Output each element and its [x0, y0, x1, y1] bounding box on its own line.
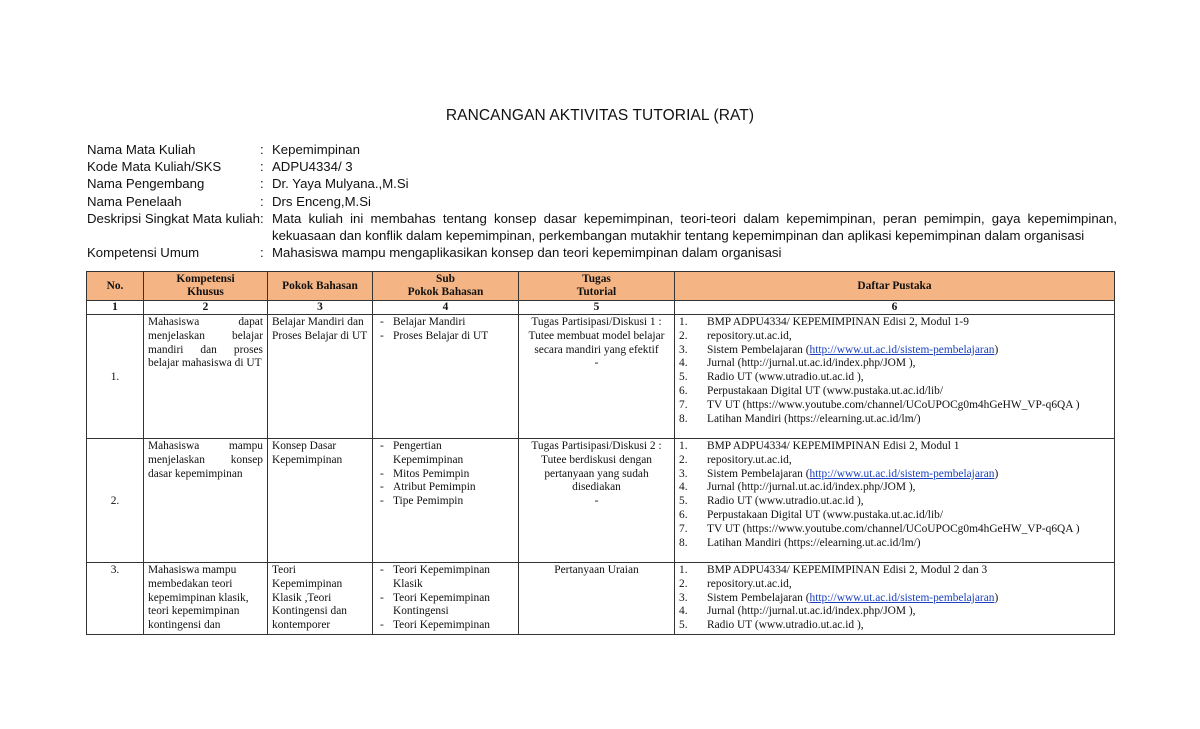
list-item: [679, 385, 1110, 399]
reference-text: [707, 509, 943, 523]
reference-link[interactable]: http://www.ut.ac.id/sistem-pembelajaran: [809, 343, 995, 356]
reference-text: [707, 468, 998, 482]
list-item: [679, 440, 1110, 454]
tugas-cell: [519, 439, 675, 563]
row-number: 1.: [87, 315, 144, 439]
list-number: 6.: [679, 508, 688, 521]
info-label: Nama Mata Kuliah: [87, 142, 196, 157]
reference-pre: Jurnal (http://jurnal.ut.ac.id/index.php/JOM ),: [707, 481, 916, 494]
list-item: [679, 495, 1110, 509]
header-kompetensi-line2: Khusus: [187, 286, 224, 298]
list-number: 5.: [679, 619, 688, 632]
info-row: [87, 210, 1117, 244]
kompetensi-cell: Mahasiswa mampu membedakan teori kepemimpinan klasik, teori kepemimpinan kontingensi dan: [144, 563, 268, 635]
rat-table: [86, 271, 1115, 635]
list-number: 5.: [679, 495, 688, 508]
list-item: - Teori Kepemimpinan: [377, 619, 514, 633]
info-label: Kode Mata Kuliah/SKS: [87, 159, 222, 175]
reference-pre: Latihan Mandiri (https://elearning.ut.ac.id/lm/): [707, 536, 921, 549]
info-label: Nama Penelaah: [87, 193, 182, 209]
list-item: [679, 481, 1110, 495]
reference-text: [707, 578, 792, 592]
reference-pre: Radio UT (www.utradio.ut.ac.id ),: [707, 619, 864, 632]
reference-text: [707, 357, 915, 371]
info-value: Drs Enceng,M.Si: [272, 193, 371, 209]
list-item: - Pengertian Kepemimpinan: [377, 440, 514, 468]
tugas-dash: -: [594, 357, 599, 370]
list-number: 4.: [679, 481, 688, 494]
row-number: 2.: [87, 439, 144, 563]
info-label: Deskripsi Singkat Mata kuliah: [87, 210, 260, 226]
column-number-row: [87, 301, 1115, 315]
reference-pre: Sistem Pembelajaran (: [707, 591, 810, 604]
reference-link[interactable]: http://www.ut.ac.id/sistem-pembelajaran: [809, 591, 995, 604]
reference-pre: Jurnal (http://jurnal.ut.ac.id/index.php/JOM ),: [707, 357, 916, 370]
tugas-dash: -: [594, 495, 599, 508]
reference-pre: Perpustakaan Digital UT (www.pustaka.ut.ac.id/lib/: [707, 508, 943, 521]
list-number: 5.: [679, 371, 688, 384]
list-number: 4.: [679, 605, 688, 618]
info-value: Mata kuliah ini membahas tentang konsep dasar kepemimpinan, teori-teori dalam kepemimpinan, peran pemimpin, gaya kepemimpinan, kekuasaan dan konflik dalam kepemimpinan, perkembangan mutakhir tentang kepemimpinan dan aplikasi kepemimpinan dalam organisasi: [272, 210, 1117, 244]
list-item: - Proses Belajar di UT: [377, 330, 514, 344]
list-number: 6.: [679, 384, 688, 397]
list-item: [679, 523, 1110, 537]
list-item: [679, 605, 1110, 619]
col-number: 6: [675, 301, 1115, 315]
reference-pre: Jurnal (http://jurnal.ut.ac.id/index.php/JOM ),: [707, 605, 916, 618]
reference-pre: repository.ut.ac.id,: [707, 577, 792, 590]
list-number: 2.: [679, 329, 688, 342]
list-number: 7.: [679, 522, 688, 535]
col-number: 4: [373, 301, 519, 315]
pustaka-list: [679, 440, 1110, 550]
list-item: [679, 413, 1110, 427]
reference-pre: BMP ADPU4334/ KEPEMIMPINAN Edisi 2, Modul 1: [707, 440, 960, 452]
reference-pre: TV UT (https://www.youtube.com/channel/UCoUPOCg0m4hGeHW_VP-q6QA ): [707, 398, 1080, 411]
reference-pre: Perpustakaan Digital UT (www.pustaka.ut.ac.id/lib/: [707, 384, 943, 397]
col-number: 5: [519, 301, 675, 315]
reference-text: [707, 454, 792, 468]
kompetensi-cell: Mahasiswa dapat menjelaskan belajar mandiri dan proses belajar mahasiswa di UT: [144, 315, 268, 439]
list-item: [679, 357, 1110, 371]
header-kompetensi-line1: Kompetensi: [176, 273, 235, 285]
header-kompetensi: [144, 272, 268, 301]
header-pustaka: Daftar Pustaka: [675, 272, 1115, 301]
reference-post: ): [994, 467, 999, 480]
table-header-row: [87, 272, 1115, 301]
reference-pre: Sistem Pembelajaran (: [707, 467, 810, 480]
list-number: 1.: [679, 316, 688, 328]
pustaka-cell: [675, 439, 1115, 563]
info-row: [87, 158, 1117, 175]
info-row: [87, 141, 1117, 158]
info-value: Kepemimpinan: [272, 142, 360, 157]
tugas-text: Tugas Partisipasi/Diskusi 2 : Tutee berdiskusi dengan pertanyaan yang sudah disediakan: [531, 440, 662, 494]
row-number: 3.: [87, 563, 144, 635]
tugas-cell: [519, 563, 675, 635]
list-item: - Atribut Pemimpin: [377, 481, 514, 495]
list-number: 2.: [679, 577, 688, 590]
reference-pre: Radio UT (www.utradio.ut.ac.id ),: [707, 495, 864, 508]
reference-text: [707, 371, 864, 385]
pokok-bahasan-cell: Konsep Dasar Kepemimpinan: [268, 439, 373, 563]
reference-text: [707, 495, 864, 509]
info-value: Dr. Yaya Mulyana.,M.Si: [272, 176, 409, 192]
reference-link[interactable]: http://www.ut.ac.id/sistem-pembelajaran: [809, 467, 995, 480]
col-number: 3: [268, 301, 373, 315]
list-number: 2.: [679, 453, 688, 466]
sub-pokok-cell: [373, 563, 519, 635]
kompetensi-cell: Mahasiswa mampu menjelaskan konsep dasar kepemimpinan: [144, 439, 268, 563]
info-row: [87, 193, 1117, 210]
pustaka-cell: [675, 563, 1115, 635]
header-tugas-line2: Tutorial: [576, 286, 617, 298]
pustaka-list: [679, 316, 1110, 426]
header-sub-line2: Pokok Bahasan: [407, 286, 484, 298]
list-number: 7.: [679, 398, 688, 411]
pokok-bahasan-cell: Belajar Mandiri dan Proses Belajar di UT: [268, 315, 373, 439]
table-row: [87, 563, 1115, 635]
list-item: [679, 537, 1110, 551]
reference-text: [707, 385, 943, 399]
reference-text: [707, 481, 915, 495]
pokok-bahasan-cell: Teori Kepemimpinan Klasik ,Teori Kontingensi dan kontemporer: [268, 563, 373, 635]
tugas-text: Tugas Partisipasi/Diskusi 1 : Tutee membuat model belajar secara mandiri yang efektif: [528, 316, 665, 356]
table-row: [87, 439, 1115, 563]
list-item: [679, 316, 1110, 330]
document-title: RANCANGAN AKTIVITAS TUTORIAL (RAT): [445, 107, 755, 124]
info-value: Mahasiswa mampu mengaplikasikan konsep dan teori kepemimpinan dalam organisasi: [272, 245, 782, 261]
tugas-cell: [519, 315, 675, 439]
reference-pre: BMP ADPU4334/ KEPEMIMPINAN Edisi 2, Modul 2 dan 3: [707, 564, 988, 576]
info-row: [87, 175, 1117, 192]
sub-pokok-list: [377, 564, 514, 633]
header-tugas-line1: Tugas: [582, 273, 611, 285]
list-item: - Belajar Mandiri: [377, 316, 514, 330]
list-number: 1.: [679, 440, 688, 452]
info-value: ADPU4334/ 3: [272, 159, 353, 175]
list-item: [679, 344, 1110, 358]
list-number: 8.: [679, 412, 688, 425]
info-label: Kompetensi Umum: [87, 245, 200, 261]
col-number: 1: [87, 301, 144, 315]
info-colon: :: [260, 176, 264, 192]
list-item: [679, 371, 1110, 385]
list-item: - Teori Kepemimpinan Klasik: [377, 564, 514, 592]
reference-text: [707, 605, 915, 619]
list-item: [679, 564, 1110, 578]
list-item: [679, 578, 1110, 592]
header-sub: [373, 272, 519, 301]
header-no: No.: [87, 272, 144, 301]
list-item: - Tipe Pemimpin: [377, 495, 514, 509]
reference-pre: repository.ut.ac.id,: [707, 329, 792, 342]
reference-text: [707, 619, 864, 633]
list-item: [679, 454, 1110, 468]
sub-pokok-list: [377, 316, 514, 344]
reference-pre: Latihan Mandiri (https://elearning.ut.ac.id/lm/): [707, 412, 921, 425]
info-colon: :: [260, 193, 264, 209]
course-info: [87, 141, 1117, 261]
sub-pokok-cell: [373, 439, 519, 563]
reference-text: [707, 592, 998, 606]
reference-pre: BMP ADPU4334/ KEPEMIMPINAN Edisi 2, Modul 1-9: [707, 316, 969, 328]
reference-text: [707, 344, 998, 358]
list-number: 3.: [679, 467, 688, 480]
reference-post: ): [994, 591, 999, 604]
reference-text: [707, 537, 921, 551]
header-sub-line1: Sub: [435, 273, 455, 285]
list-item: [679, 468, 1110, 482]
reference-post: ): [994, 343, 999, 356]
info-colon: :: [260, 245, 264, 261]
list-item: [679, 509, 1110, 523]
list-number: 3.: [679, 591, 688, 604]
list-item: [679, 619, 1110, 633]
info-row: [87, 244, 1117, 261]
list-number: 8.: [679, 536, 688, 549]
col-number: 2: [144, 301, 268, 315]
pustaka-cell: [675, 315, 1115, 439]
reference-pre: Radio UT (www.utradio.ut.ac.id ),: [707, 371, 864, 384]
info-label: Nama Pengembang: [87, 176, 205, 192]
list-item: [679, 592, 1110, 606]
reference-text: [707, 413, 921, 427]
reference-text: [707, 440, 959, 454]
sub-pokok-cell: [373, 315, 519, 439]
header-pokok: Pokok Bahasan: [268, 272, 373, 301]
reference-text: [707, 316, 969, 330]
tugas-text: Pertanyaan Uraian: [554, 564, 639, 576]
reference-text: [707, 564, 987, 578]
reference-pre: Sistem Pembelajaran (: [707, 343, 810, 356]
info-colon: :: [260, 159, 264, 175]
list-number: 4.: [679, 357, 688, 370]
reference-text: [707, 330, 792, 344]
list-item: [679, 330, 1110, 344]
reference-text: [707, 399, 1080, 413]
header-tugas: [519, 272, 675, 301]
list-item: - Teori Kepemimpinan Kontingensi: [377, 592, 514, 620]
list-number: 3.: [679, 343, 688, 356]
list-number: 1.: [679, 564, 688, 576]
info-colon: :: [260, 142, 264, 157]
list-item: [679, 399, 1110, 413]
reference-pre: repository.ut.ac.id,: [707, 453, 792, 466]
sub-pokok-list: [377, 440, 514, 509]
reference-text: [707, 523, 1080, 537]
info-colon: :: [260, 210, 264, 226]
pustaka-list: [679, 564, 1110, 633]
table-row: [87, 315, 1115, 439]
reference-pre: TV UT (https://www.youtube.com/channel/UCoUPOCg0m4hGeHW_VP-q6QA ): [707, 522, 1080, 535]
list-item: - Mitos Pemimpin: [377, 468, 514, 482]
